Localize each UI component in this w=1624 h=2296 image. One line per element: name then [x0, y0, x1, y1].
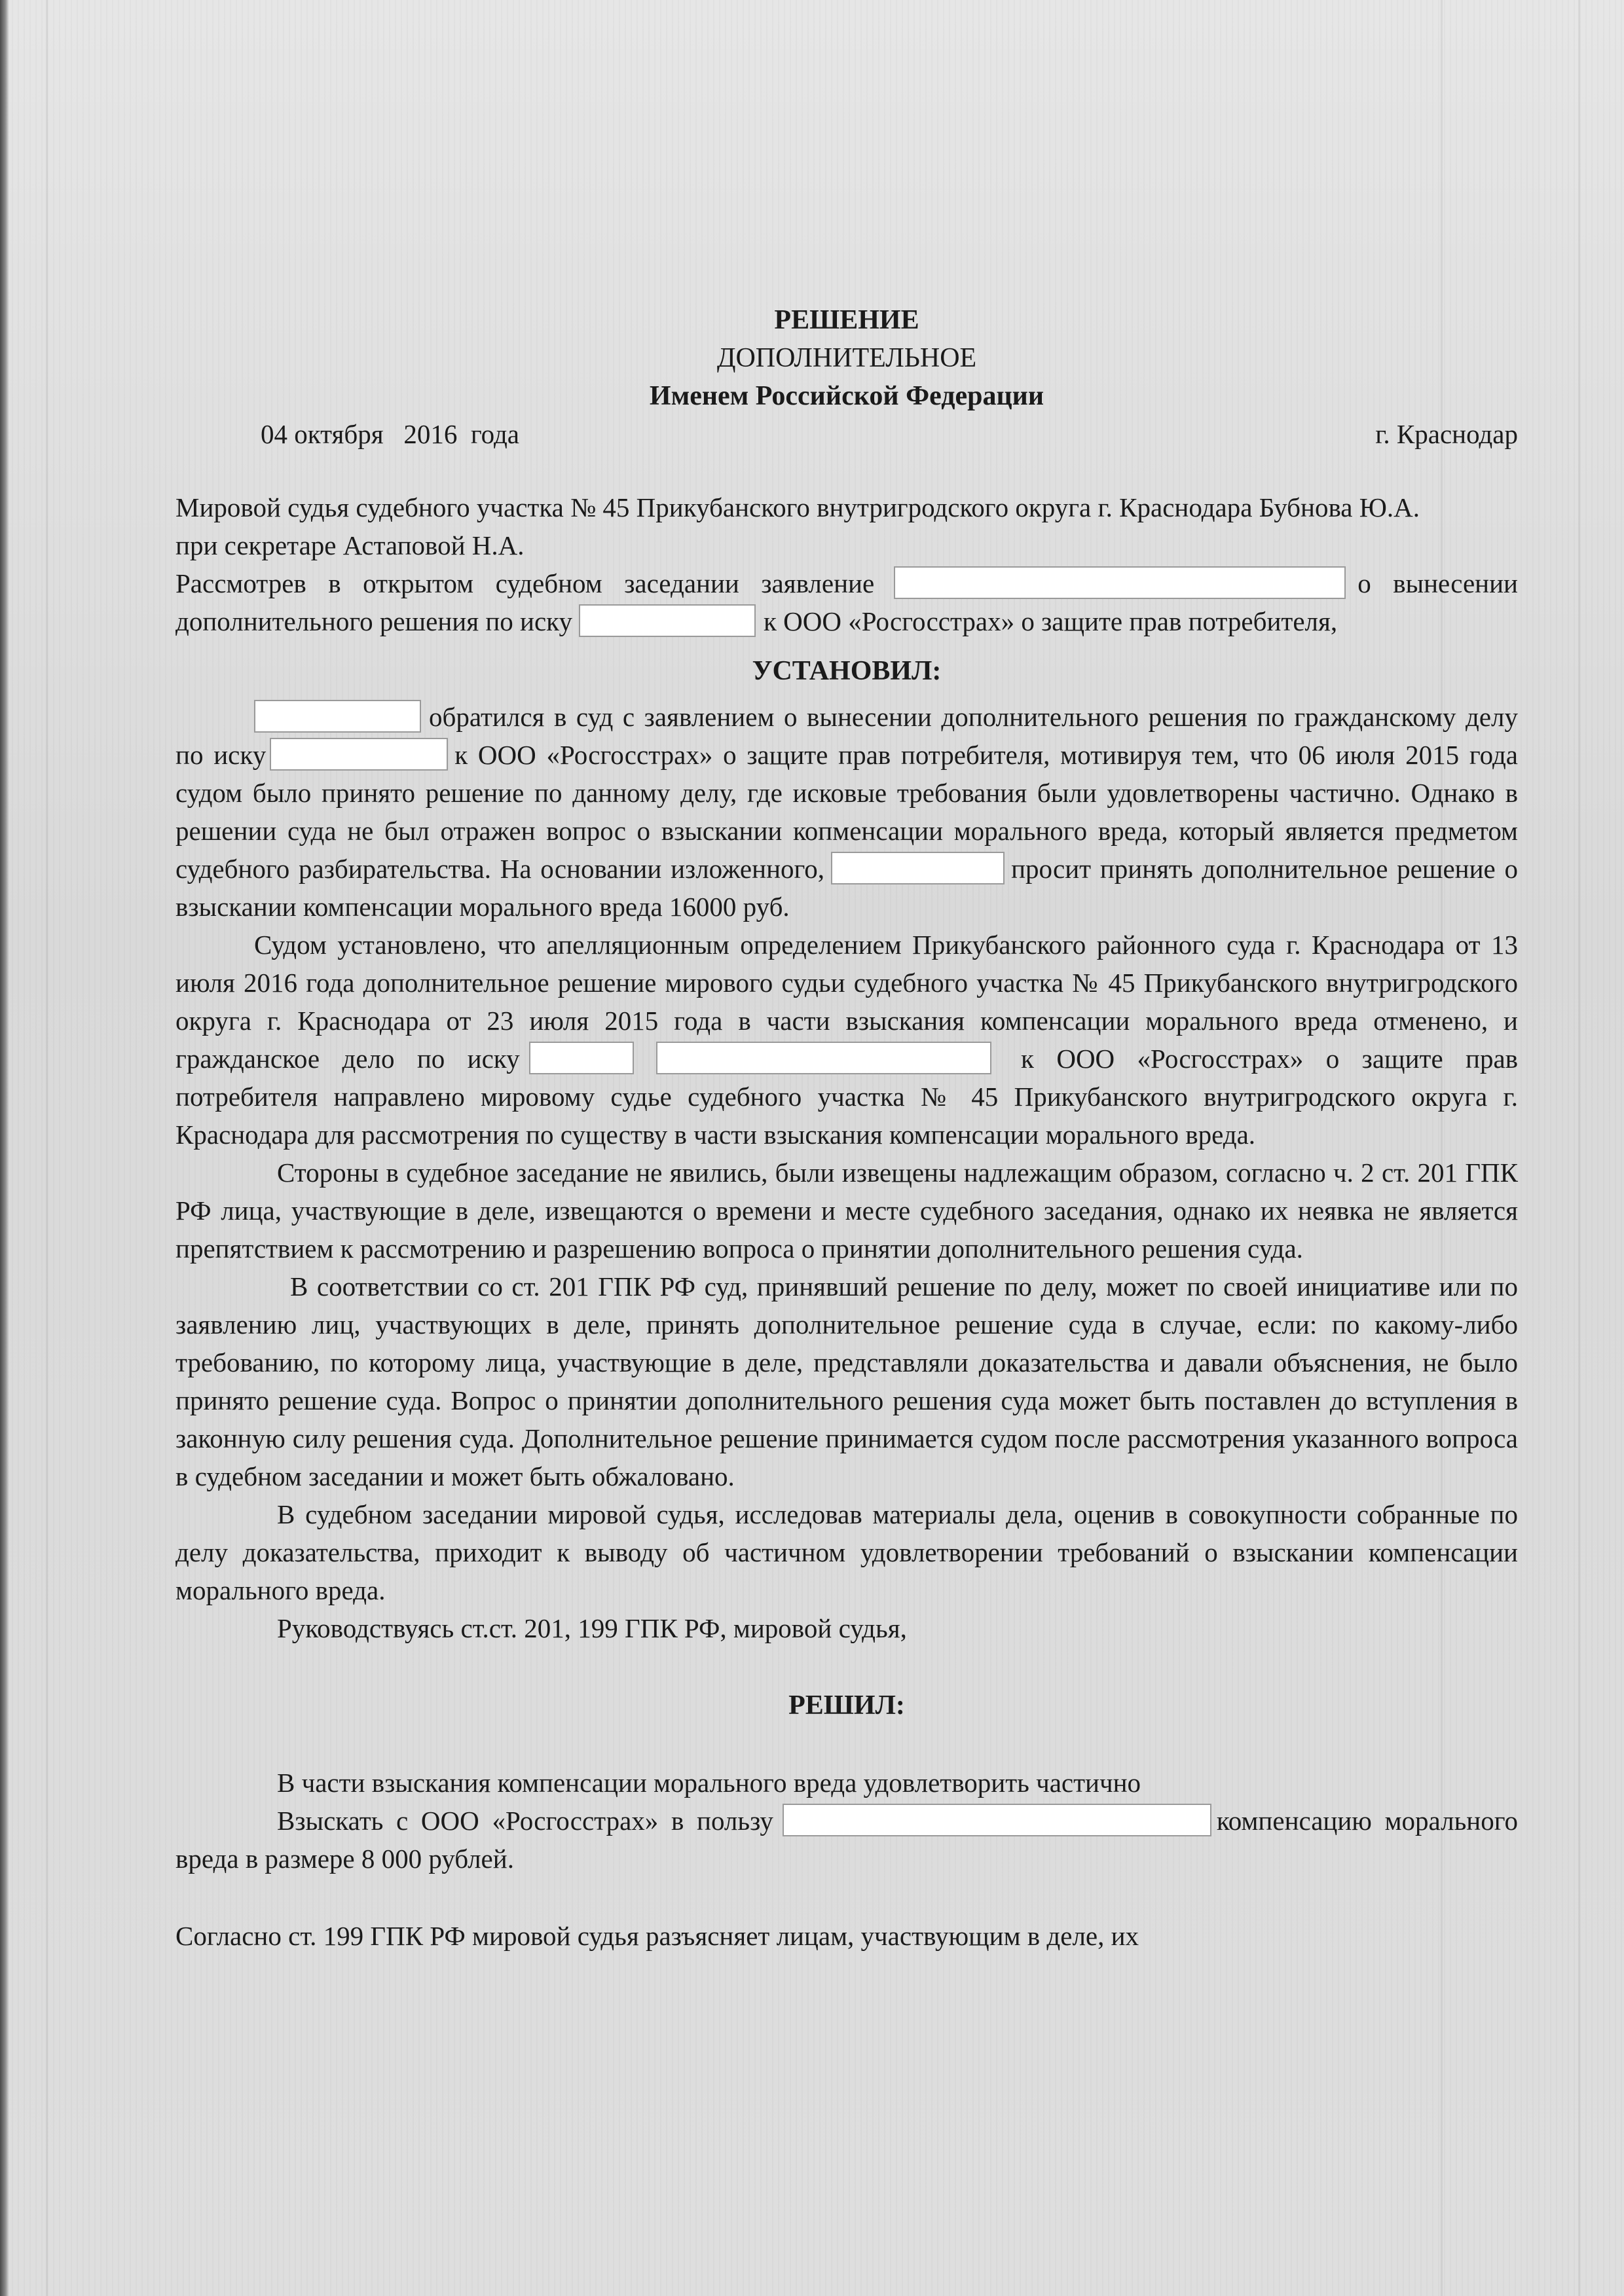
decided-paragraph-3: Согласно ст. 199 ГПК РФ мировой судья разъясняет лицам, участвующим в деле, их: [175, 1921, 1139, 1951]
scan-edge-shadow: [0, 0, 9, 2296]
date-city-line: [175, 415, 1518, 453]
judge-line: Мировой судья судебного участка № 45 Прикубанского внутригродского округа г. Краснодара Бубнова Ю.А.: [175, 492, 1420, 522]
established-paragraph-5: В судебном заседании мировой судья, исследовав материалы дела, оценив в совокупности собранные по делу доказательства, приходит к выводу об частичном удовлетворении требований о взыскании компенсации морального вреда.: [175, 1499, 1518, 1605]
established-paragraph-2: [175, 926, 1518, 1154]
established-paragraph-6: Руководствуясь ст.ст. 201, 199 ГПК РФ, мировой судья,: [277, 1613, 907, 1643]
established-p2-b: к ООО «Росгосстрах» о защите прав потребителя направлено мировому судье судебного участка № 45 Прикубанского внутригродского округа г. Краснодара для рассмотрения по существу в части взыскания компенсации морального вреда.: [175, 1044, 1519, 1150]
document-title: РЕШЕНИЕ: [774, 305, 919, 335]
decided-p2-b: компенсацию морального вреда в размере 8 000 рублей.: [175, 1806, 1519, 1874]
redacted-name-box: [579, 604, 756, 637]
redacted-name-box: [783, 1804, 1211, 1836]
decided-heading: РЕШИЛ:: [788, 1690, 905, 1721]
redacted-name-box: [270, 738, 448, 771]
established-paragraph-1: [175, 698, 1518, 926]
scan-streak: [46, 0, 48, 2296]
decided-paragraph-1: В части взыскания компенсации морального вреда удовлетворить частично: [277, 1768, 1141, 1798]
redacted-name-box: [831, 852, 1005, 884]
document-subtitle: ДОПОЛНИТЕЛЬНОЕ: [716, 343, 977, 373]
decided-p2-a: Взыскать с ООО «Росгосстрах» в пользу: [277, 1806, 773, 1836]
secretary-line: при секретаре Астаповой Н.А.: [175, 530, 525, 560]
established-paragraph-3: Стороны в судебное заседание не явились, были извещены надлежащим образом, согласно ч. 2 ст. 201 ГПК РФ лица, участвующие в деле, извещаются о времени и месте судебного заседания, однако их неявка не является препятствием к рассмотрению и разрешению вопроса о принятии дополнительного решения суда.: [175, 1157, 1518, 1264]
considered-text-a: Рассмотрев в открытом судебном заседании заявление: [175, 568, 875, 598]
established-heading: УСТАНОВИЛ:: [752, 656, 942, 686]
document-body: [175, 301, 1518, 1955]
considered-text-c: к ООО «Росгосстрах» о защите прав потребителя,: [764, 606, 1338, 636]
redacted-name-box: [254, 700, 421, 733]
redacted-name-box: [656, 1042, 991, 1074]
scan-streak: [1578, 0, 1580, 2296]
document-date: 04 октября 2016 года: [261, 419, 520, 449]
decided-paragraph-2: [175, 1802, 1518, 1878]
established-p1-b: к ООО «Росгосстрах» о защите прав потребителя, мотивируя тем, что 06 июля 2015 года судом было принято решение по данному делу, где исковые требования были удовлетворены частично. Однако в решении суда не был отражен вопрос о взыскании копменсации морального вреда, который является предметом судебного разбирательства. На основании изложенного,: [175, 740, 1519, 884]
established-p1-c: просит принять дополнительное решение о взыскании компенсации морального вреда 16000 руб.: [175, 854, 1518, 922]
redacted-name-box: [894, 566, 1346, 599]
considered-text-b: о вынесении дополнительного решения по иску: [175, 568, 1518, 636]
redacted-name-box: [529, 1042, 634, 1074]
in-name-of-line: Именем Российской Федерации: [649, 381, 1044, 411]
established-p2-a: Судом установлено, что апелляционным определением Прикубанского районного суда г. Краснодара от 13 июля 2016 года дополнительное решение мирового судьи судебного участка № 45 Прикубанского внутригродского округа г. Краснодара от 23 июля 2015 года в части взыскания компенсации морального вреда отменено, и гражданское дело по иску: [175, 930, 1518, 1074]
document-city: г. Краснодар: [1375, 419, 1518, 449]
established-p1-a: обратился в суд с заявлением о вынесении дополнительного решения по гражданскому делу по иску: [175, 702, 1518, 770]
established-paragraph-4: В соответствии со ст. 201 ГПК РФ суд, принявший решение по делу, может по своей инициативе или по заявлению лиц, участвующих в деле, принять дополнительное решение суда в случае, если: по какому-либо требованию, по которому лица, участвующие в деле, представляли доказательства и давали объяснения, не было принято решение суда. Вопрос о принятии дополнительного решения суда может быть поставлен до вступления в законную силу решения суда. Дополнительное решение принимается судом после рассмотрения указанного вопроса в судебном заседании и может быть обжаловано.: [175, 1271, 1518, 1491]
considered-paragraph: [175, 564, 1518, 640]
